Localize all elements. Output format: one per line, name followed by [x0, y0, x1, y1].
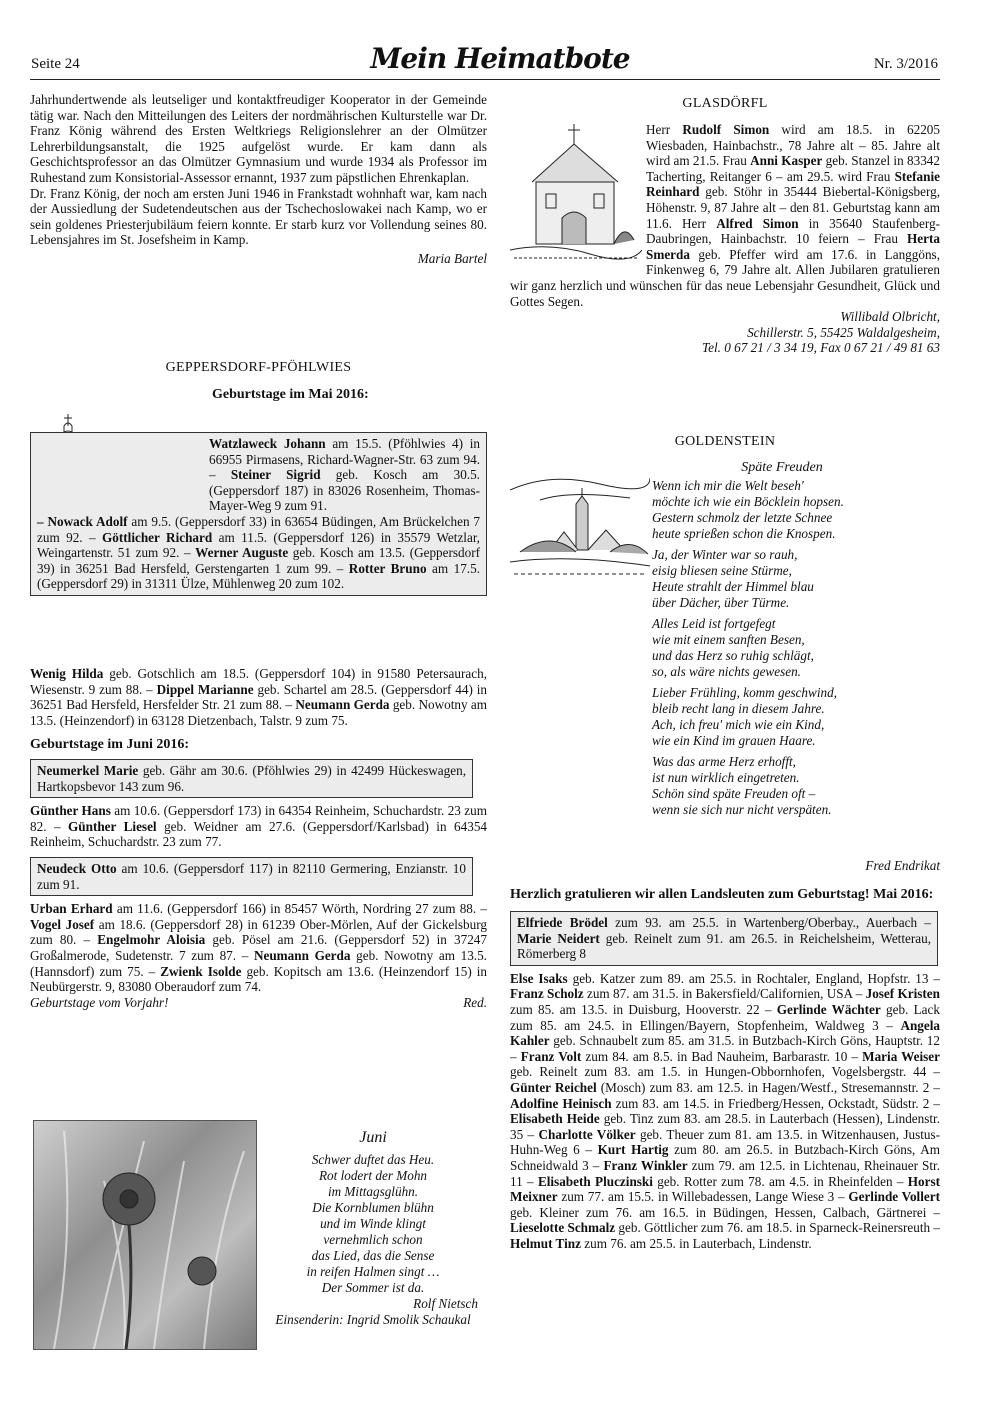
juni-poem	[258, 1130, 488, 1328]
birthday-detail: Herr	[646, 122, 683, 137]
birthday-detail: wird am 18.5. in 62205 Wiesbaden, Hainbachstr., 78 Jahre alt – 85. Jahre alt wird am 21.5. Frau	[646, 122, 940, 169]
birthday-detail: am 18.6. (Geppersdorf 28) in 61239 Ober-Mörlen, Auf der Gickelsburg zum 80. –	[30, 916, 487, 948]
birthday-name: Neudeck Otto	[37, 860, 117, 876]
birthday-detail: zum 79. am 12.5. in Lichtenau, Rheinauer Str. 11 –	[510, 1157, 941, 1189]
birthday-detail: zum 76. am 25.5. in Lauterbach, Lindenstr.	[580, 1235, 812, 1251]
birthday-paragraph	[30, 901, 487, 995]
birthday-detail: am 17.5. (Geppersdorf 29) in 31311 Ülze, Mühlenweg 20 zum 102.	[37, 560, 480, 592]
poem-line: bleib recht lang in diesem Jahre.	[652, 701, 825, 716]
june-heading: Geburtstage im Juni 2016:	[30, 737, 190, 753]
birthday-name: Franz Scholz	[510, 986, 584, 1002]
birthday-name: Elisabeth Heide	[510, 1111, 600, 1127]
birthday-name: Rotter Bruno	[348, 560, 427, 576]
birthday-detail: geb. Weidner am 27.6. (Geppersdorf/Karlsbad) in 64354 Reinheim, Schuchardstr. 23 zum 77.	[30, 818, 488, 850]
poem-line: wenn sie sich nur nicht verspäten.	[652, 802, 832, 817]
page-number: Seite 24	[31, 56, 80, 72]
poem-line: Was das arme Herz erhofft,	[652, 754, 796, 769]
birthday-name: Kurt Hartig	[597, 1142, 669, 1158]
poem-line: Schön sind späte Freuden oft –	[652, 786, 816, 801]
birthday-name: Franz Winkler	[603, 1157, 688, 1173]
congrats-section	[510, 886, 940, 1251]
poem-line: Alles Leid ist fortgefegt	[652, 616, 776, 631]
birthday-name: Watzlaweck Johann	[209, 436, 326, 451]
birthday-detail: geb. Nowotny am 13.5. (Hannsdorf) zum 75. –	[30, 947, 487, 979]
goldenstein-title-wrap	[510, 434, 940, 450]
congrats-list	[510, 971, 940, 1252]
spaete-freuden-poem	[652, 460, 912, 818]
birthday-detail: geb. Katzer zum 89. am 25.5. in Rochtaler, England, Hopfstr. 13 –	[567, 970, 940, 986]
poem-line: Ja, der Winter war so rauh,	[652, 547, 798, 562]
intro-paragraph: Dr. Franz König, der noch am ersten Juni 1946 in Frankstadt wohnhaft war, kam nach der Aussiedlung der Sudetendeutschen aus der Tschechoslowakei nach Kamp, wo er sein goldenes Priesterjubiläum feiern konnte. Er starb kurz vor Vollendung seines 80. Lebensjahres im St. Josefsheim in Kamp.	[30, 185, 487, 248]
birthday-detail: geb. Pösel am 21.6. (Geppersdorf 52) in 37247 Großalmerode, Sudetenstr. 7 zum 87. –	[30, 932, 487, 963]
editor-signature: Red.	[463, 994, 487, 1010]
birthday-detail: geb. Reinelt zum 83. am 1.5. in Hungen-Obbornhofen, Vogelsbergstr. 44 –	[510, 1064, 940, 1080]
glasdoerfl-title-wrap	[510, 96, 940, 112]
poem-line: eisig bliesen seine Stürme,	[652, 563, 792, 578]
birthday-detail: am 11.6. (Geppersdorf 166) in 85457 Wörth, Nordring 27 zum 88. –	[112, 901, 487, 917]
birthday-detail: geb. Kleiner zum 76. am 16.5. in Büdingen, Hessen, Calbach, Gärtnerei –	[510, 1204, 940, 1220]
cornflower-image	[34, 1121, 256, 1349]
juni-lines	[258, 1152, 488, 1296]
poem-author: Fred Endrikat	[865, 858, 940, 873]
birthday-detail: geb. Stanzel in 83342 Tacherting, Reitanger 6 – am 29.5. wird Frau	[646, 153, 940, 184]
birthday-name: Günther Hans	[30, 803, 111, 819]
section-title-geppersdorf: GEPPERSDORF-PFÖHLWIES	[165, 360, 352, 375]
birthday-name: Zwienk Isolde	[160, 963, 242, 979]
birthday-name: Vogel Josef	[30, 916, 95, 932]
birthday-detail: zum 80. am 26.5. in Butzbach-Kirch Göns, Am Schneidwald 3 –	[510, 1142, 940, 1173]
poem-line: ist nun wirklich eingetreten.	[652, 770, 800, 785]
birthday-name: Adolfine Heinisch	[510, 1095, 612, 1111]
birthday-name: Gerlinde Wächter	[776, 1001, 881, 1017]
birthday-name: Elfriede Brödel	[517, 915, 608, 930]
birthday-name: Charlotte Völker	[538, 1126, 636, 1142]
birthday-detail: geb. Nowotny am 13.5. (Heinzendorf) in 63128 Dietzenbach, Talstr. 9 zum 75.	[30, 697, 487, 728]
birthday-name: Werner Auguste	[195, 545, 289, 561]
june-box-2	[30, 857, 473, 896]
issue-number: Nr. 3/2016	[873, 56, 938, 72]
birthday-detail: geb. Tinz zum 83. am 28.5. in Lauterbach (Hessen), Lindenstr. 35 –	[510, 1111, 940, 1142]
poem-line: das Lied, das die Sense	[311, 1248, 435, 1263]
birthday-name: Elisabeth Pluczinski	[537, 1173, 653, 1189]
birthday-name: Stefanie Reinhard	[646, 168, 940, 200]
birthday-name: – Nowack Adolf	[37, 513, 128, 529]
may-heading-wrap	[212, 387, 487, 403]
masthead-title: Mein Heimatbote	[370, 42, 630, 75]
birthday-paragraph	[30, 666, 487, 728]
poem-lines	[652, 478, 912, 818]
birthday-name: Wenig Hilda	[30, 666, 104, 681]
birthday-detail: am 9.5. (Geppersdorf 33) in 63654 Büdingen, Am Brückelchen 7 zum 92. –	[37, 513, 481, 545]
birthday-detail: zum 93. am 25.5. in Wartenberg/Oberbay., Auerbach –	[607, 915, 931, 930]
poem-line: Gestern schmolz der letzte Schnee	[652, 510, 833, 525]
birthday-detail: geb. Kosch am 13.5. (Geppersdorf 39) in 36251 Bad Hersfeld, Gerstengarten 1 zum 99. –	[37, 545, 481, 576]
poem-line: Ach, ich freu' mich wie ein Kind,	[652, 717, 825, 732]
birthday-detail: geb. Schartel am 28.5. (Geppersdorf 44) in 36251 Bad Hersfeld, Hersfelder Str. 21 zum 88. –	[30, 681, 488, 713]
birthday-name: Anni Kasper	[750, 153, 823, 169]
birthday-name: Lieselotte Schmalz	[510, 1220, 616, 1236]
birthday-name: Franz Volt	[520, 1048, 582, 1064]
cornflower-photo	[33, 1120, 257, 1350]
birthday-name: Josef Kristen	[865, 986, 940, 1002]
birthday-name: Steiner Sigrid	[230, 467, 321, 483]
glasdoerfl-phone: Tel. 0 67 21 / 3 34 19, Fax 0 67 21 / 49 81 63	[702, 340, 940, 356]
glasdoerfl-signature: Willibald Olbricht,	[840, 309, 940, 325]
juni-sender: Einsenderin: Ingrid Smolik Schaukal	[275, 1312, 471, 1327]
poem-line: über Dächer, über Türme.	[652, 595, 790, 610]
birthday-detail: geb. Stöhr in 35444 Biebertal-Königsberg, Höhenstr. 9, 87 Jahre alt – den 81. Geburtstag kann am 11.6. Herr	[646, 184, 940, 231]
poem-line: und das Herz so ruhig schlägt,	[652, 648, 814, 663]
birthday-name: Dippel Marianne	[156, 681, 254, 697]
birthday-name: Neumann Gerda	[295, 697, 390, 713]
birthday-paragraph	[37, 861, 466, 892]
birthday-detail: am 10.6. (Geppersdorf 117) in 82110 Germering, Enzianstr. 10 zum 91.	[37, 860, 466, 892]
congrats-heading: Herzlich gratulieren wir allen Landsleuten zum Geburtstag! Mai 2016:	[510, 887, 934, 902]
birthday-detail: geb. Theuer zum 81. am 13.5. in Witzenhausen, Justus-Huhn-Weg 6 –	[510, 1126, 940, 1158]
birthday-name: Neumann Gerda	[253, 947, 351, 963]
poem-line: Wenn ich mir die Welt beseh'	[652, 478, 804, 493]
intro-author: Maria Bartel	[417, 250, 487, 266]
vorjahr-note: Geburtstage vom Vorjahr!	[30, 994, 169, 1010]
section-title-glasdoerfl: GLASDÖRFL	[682, 96, 768, 111]
birthday-detail: (Mosch) zum 83. am 12.5. in Hagen/Westf., Stresemannstr. 2 –	[596, 1079, 940, 1095]
poem-line: im Mittagsglühn.	[327, 1184, 419, 1199]
section-title-goldenstein: GOLDENSTEIN	[674, 434, 776, 449]
birthday-name: Engelmohr Aloisia	[97, 932, 206, 948]
glasdoerfl-text	[510, 122, 940, 309]
poem-line: Rot lodert der Mohn	[318, 1168, 428, 1183]
birthday-detail: am 15.5. (Pföhlwies 4) in 66955 Pirmasens, Richard-Wagner-Str. 63 zum 94. –	[209, 436, 480, 483]
birthday-detail: geb. Gähr am 30.6. (Pföhlwies 29) in 42499 Hückeswagen, Hartkopsbevor 143 zum 96.	[37, 762, 466, 794]
poem-line: und im Winde klingt	[320, 1216, 426, 1231]
glasdoerfl-article	[510, 122, 940, 356]
poem-title: Späte Freuden	[741, 460, 823, 475]
poem-line: in reifen Halmen singt …	[306, 1264, 440, 1279]
poem-line: möchte ich wie ein Böcklein hopsen.	[652, 494, 844, 509]
birthday-name: Alfred Simon	[716, 215, 799, 231]
june-box	[30, 759, 473, 798]
poem-line: so, als wäre nichts gewesen.	[652, 664, 801, 679]
birthday-detail: geb. Lack zum 85. am 24.5. in Ellingen/Bayern, Stopfenheim, Waldweg 3 –	[510, 1001, 940, 1033]
intro-paragraph: Jahrhundertwende als leutseliger und kontaktfreudiger Kooperator in der Gemeinde tätig war. Nach den Mitteilungen des Leiters der nordmährischen Kulturstelle war Dr. Franz König während des Ersten Weltkriegs Religionslehrer an der Olmützer Lehrerbildungsanstalt, die 1925 aufgelöst wurde. Er kam dann als Geschichtsprofessor an das Olmützer Gymnasium und wurde 1934 als Professor im Ruhestand zum Konsistorial-Assessor ernannt, 1937 zum päpstlichen Ehrenkaplan.	[30, 92, 487, 185]
may-birthdays-box	[30, 432, 487, 596]
may-heading: Geburtstage im Mai 2016:	[212, 387, 369, 402]
may-birthdays-text	[37, 436, 480, 514]
birthday-name: Maria Weiser	[862, 1048, 940, 1064]
birthday-name: Rudolf Simon	[682, 122, 770, 137]
intro-article	[30, 92, 487, 267]
poem-line: Der Sommer ist da.	[321, 1280, 425, 1295]
geppersdorf-list	[30, 666, 487, 1010]
birthday-detail: zum 84. am 8.5. in Bad Nauheim, Barbarastr. 10 –	[581, 1048, 863, 1064]
juni-title: Juni	[359, 1129, 387, 1146]
congrats-box	[510, 911, 938, 966]
birthday-detail: geb. Reinelt zum 91. am 26.5. in Reichelsheim, Wetterau, Römerberg 8	[517, 930, 931, 962]
birthday-detail: geb. Pfeffer wird am 17.6. in Langgöns, Finkenweg 6, 79 Jahre alt. Allen Jubilaren gratulieren wir ganz herzlich und wünschen für das neue Lebensjahr Gesundheit, Glück und Gottes Segen.	[510, 246, 940, 309]
birthday-detail: am 11.5. (Geppersdorf 126) in 35579 Wetzlar, Weingartenstr. 51 zum 92. –	[37, 529, 480, 561]
birthday-detail: geb. Gotschlich am 18.5. (Geppersdorf 104) in 91580 Petersaurach, Wiesenstr. 9 zum 88. –	[30, 666, 487, 697]
poem-line: heute sprießen schon die Knospen.	[652, 526, 836, 541]
birthday-detail: geb. Rotter zum 78. am 4.5. in Rheinfelden –	[652, 1173, 908, 1189]
birthday-name: Herta Smerda	[646, 231, 940, 262]
birthday-paragraph	[517, 915, 931, 962]
juni-author: Rolf Nietsch	[413, 1296, 478, 1311]
geppersdorf-section-title-wrap	[30, 360, 487, 376]
poem-line: vernehmlich schon	[323, 1232, 423, 1247]
birthday-name: Günter Reichel	[510, 1079, 597, 1095]
birthday-detail: zum 83. am 14.5. in Friedberg/Hessen, Ockstadt, Südstr. 2 –	[611, 1095, 941, 1111]
birthday-detail: geb. Schnaubelt zum 85. am 31.5. in Butzbach-Kirch Göns, Hauptstr. 12 –	[510, 1033, 940, 1064]
glasdoerfl-address: Schillerstr. 5, 55425 Waldalgesheim,	[747, 324, 940, 340]
birthday-name: Horst Meixner	[510, 1173, 940, 1205]
birthday-detail: geb. Göttlicher zum 76. am 18.5. in Sparneck-Reinersreuth –	[615, 1220, 941, 1236]
birthday-detail: am 10.6. (Geppersdorf 173) in 64354 Reinheim, Schuchardstr. 23 zum 82. –	[30, 803, 487, 834]
goldenstein-sketch	[510, 470, 650, 582]
birthday-name: Helmut Tinz	[510, 1235, 581, 1251]
birthday-name: Angela Kahler	[510, 1017, 940, 1049]
birthday-name: Göttlicher Richard	[102, 529, 213, 545]
chapel-float	[510, 122, 646, 268]
birthday-name: Else Isaks	[510, 970, 568, 986]
birthday-name: Neumerkel Marie	[37, 762, 139, 778]
birthday-paragraph	[30, 803, 487, 850]
birthday-name: Günther Liesel	[68, 818, 157, 834]
birthday-detail: geb. Kosch am 30.5. (Geppersdorf 187) in 83026 Rosenheim, Thomas-Mayer-Weg 9 zum 91.	[209, 467, 480, 514]
birthday-detail: zum 85. am 13.5. in Duisburg, Hooverstr. 22 –	[510, 1001, 777, 1017]
birthday-name: Marie Neidert	[517, 930, 600, 946]
may-birthdays-text	[37, 514, 480, 592]
poem-line: Lieber Frühling, komm geschwind,	[652, 685, 837, 700]
poem-line: Die Kornblumen blühn	[312, 1200, 434, 1215]
poem-line: wie mit einem sanften Besen,	[652, 632, 805, 647]
birthday-name: Urban Erhard	[30, 901, 113, 917]
birthday-detail: zum 77. am 15.5. in Willebadessen, Lange Wiese 3 –	[557, 1189, 849, 1205]
poem-line: Schwer duftet das Heu.	[311, 1152, 435, 1167]
birthday-detail: zum 87. am 31.5. in Bakersfield/Californien, USA –	[583, 986, 866, 1002]
poem-line: Heute strahlt der Himmel blau	[652, 579, 814, 594]
birthday-name: Gerlinde Vollert	[848, 1189, 940, 1205]
note-row	[30, 995, 487, 1011]
birthday-detail: geb. Kopitsch am 13.6. (Heinzendorf 15) in Neubürgerstr. 9, 83080 Oberaudorf zum 74.	[30, 963, 488, 995]
poem-author-wrap	[510, 858, 940, 874]
birthday-paragraph	[37, 763, 466, 794]
birthday-detail: in 35640 Staufenberg-Daubringen, Hainbachstr. 10 feiern – Frau	[646, 215, 940, 247]
poem-line: wie ein Kind im grauen Haare.	[652, 733, 816, 748]
header-rule	[30, 79, 940, 80]
